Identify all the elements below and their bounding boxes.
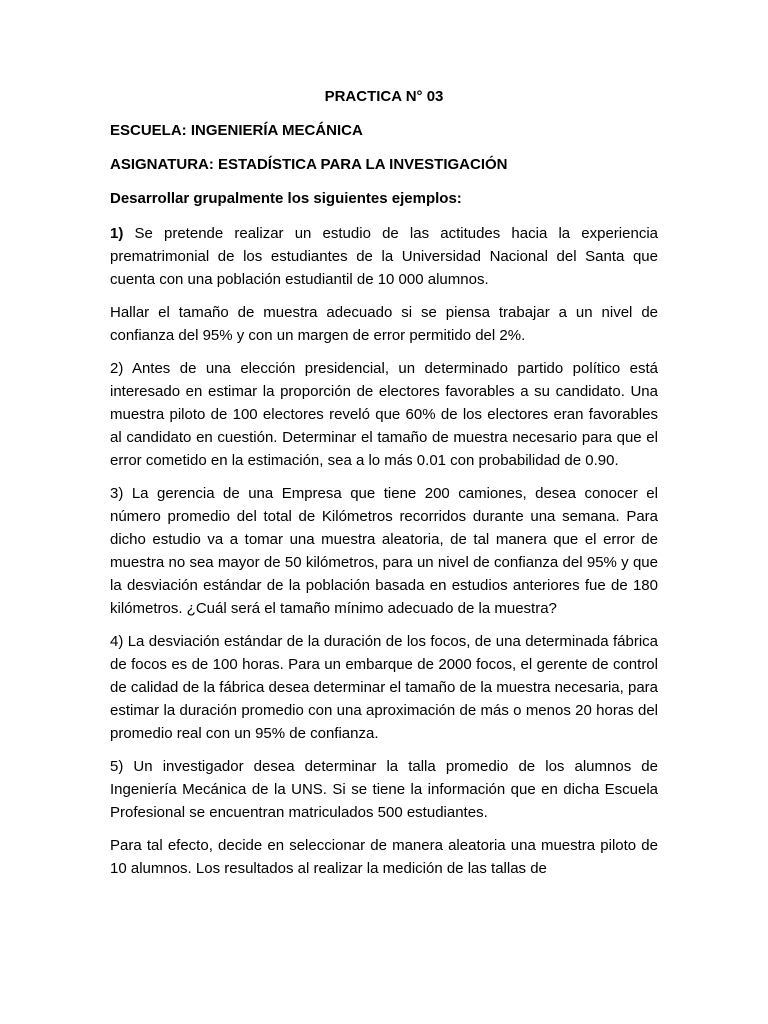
exercise-5-continuation: Para tal efecto, decide en seleccionar de manera aleatoria una muestra piloto de 10 alumnos. Los resultados al realizar la medición de las tallas de — [110, 837, 658, 877]
exercise-5-paragraph: 5) Un investigador desea determinar la talla promedio de los alumnos de Ingeniería Mecánica de la UNS. Si se tiene la información que en dicha Escuela Profesional se encuentran matriculados 500 estudiantes. — [110, 758, 658, 821]
exercise-1-question: Hallar el tamaño de muestra adecuado si se piensa trabajar a un nivel de confianza del 95% y con un margen de error permitido del 2%. — [110, 304, 658, 344]
school-heading: ESCUELA: INGENIERÍA MECÁNICA — [110, 122, 363, 139]
subject-heading: ASIGNATURA: ESTADÍSTICA PARA LA INVESTIGACIÓN — [110, 156, 508, 173]
instruction-heading: Desarrollar grupalmente los siguientes ejemplos: — [110, 190, 462, 207]
exercise-2-paragraph: 2) Antes de una elección presidencial, un determinado partido político está interesado en estimar la proporción de electores favorables a su candidato. Una muestra piloto de 100 electores reveló que 60% de los electores eran favorables al candidato en cuestión. Determinar el tamaño de muestra necesario para que el error cometido en la estimación, sea a lo más 0.01 con probabilidad de 0.90. — [110, 360, 658, 469]
exercise-1-number: 1) — [110, 225, 124, 242]
document-title: PRACTICA N° 03 — [324, 88, 444, 105]
document-page — [110, 86, 658, 890]
exercise-1-paragraph — [110, 222, 658, 291]
exercise-4-paragraph: 4) La desviación estándar de la duración de los focos, de una determinada fábrica de focos es de 100 horas. Para un embarque de 2000 focos, el gerente de control de calidad de la fábrica desea determinar el tamaño de la muestra necesaria, para estimar la duración promedio con una aproximación de más o menos 20 horas del promedio real con un 95% de confianza. — [110, 633, 658, 742]
exercise-3-paragraph: 3) La gerencia de una Empresa que tiene 200 camiones, desea conocer el número promedio del total de Kilómetros recorridos durante una semana. Para dicho estudio va a tomar una muestra aleatoria, de tal manera que el error de muestra no sea mayor de 50 kilómetros, para un nivel de confianza del 95% y que la desviación estándar de la población basada en estudios anteriores fue de 180 kilómetros. ¿Cuál será el tamaño mínimo adecuado de la muestra? — [110, 485, 658, 617]
exercise-1-text: Se pretende realizar un estudio de las actitudes hacia la experiencia prematrimonial de los estudiantes de la Universidad Nacional del Santa que cuenta con una población estudiantil de 10 000 alumnos. — [110, 225, 658, 288]
